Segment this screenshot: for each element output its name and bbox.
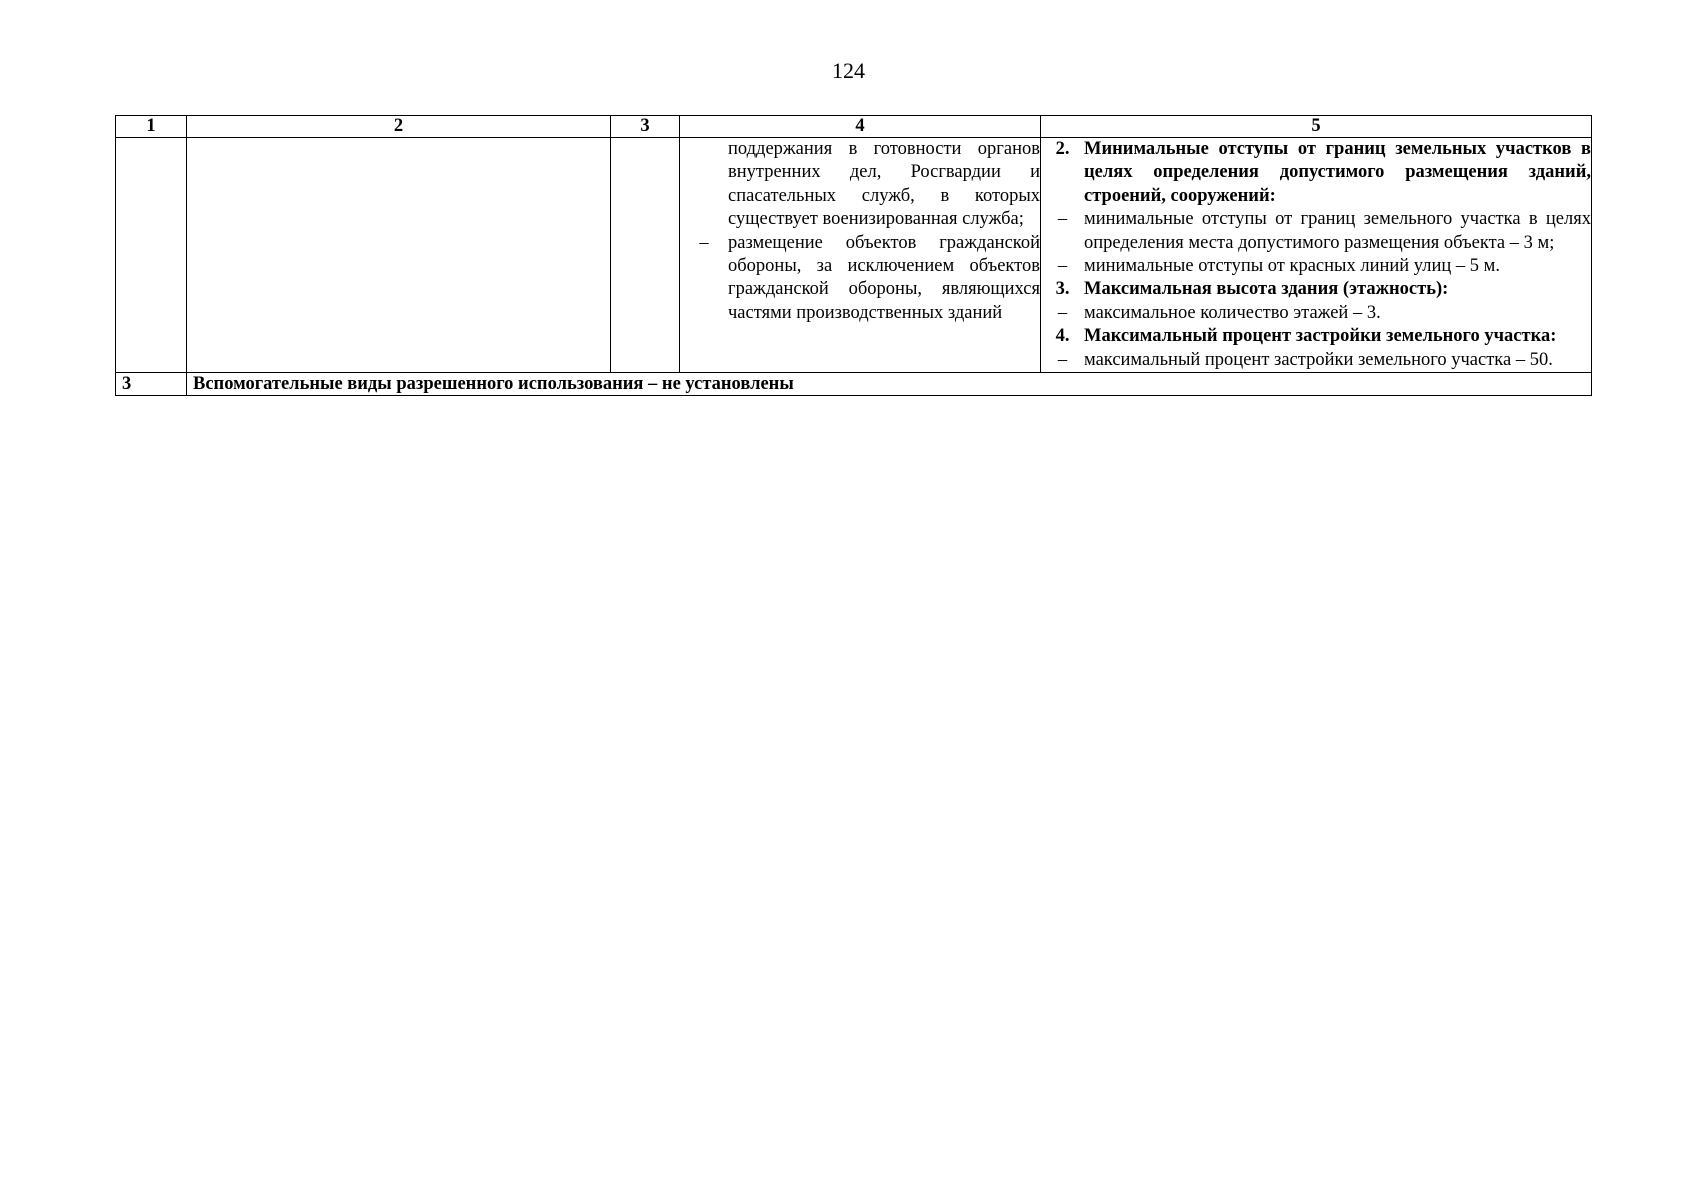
col5-list-text: максимальный процент застройки земельного участка – 50. bbox=[1084, 349, 1553, 370]
col5-list-text: Минимальные отступы от границ земельных участков в целях определения допустимого размещения зданий, строений, сооружений: bbox=[1084, 139, 1591, 206]
col5-list-item bbox=[1041, 138, 1591, 208]
col5-list-item bbox=[1041, 255, 1591, 278]
col5-list-marker: 4. bbox=[1055, 326, 1070, 347]
col5-list-text: Максимальная высота здания (этажность): bbox=[1084, 279, 1449, 300]
cell-col1 bbox=[116, 138, 187, 373]
header-cell-4: 4 bbox=[680, 116, 1041, 138]
col5-list-item bbox=[1041, 208, 1591, 255]
col5-list-marker: 2. bbox=[1055, 139, 1070, 159]
page-number: 124 bbox=[832, 58, 865, 83]
header-cell-2: 2 bbox=[187, 116, 611, 138]
col5-list-text: минимальные отступы от красных линий улиц – 5 м. bbox=[1084, 256, 1500, 277]
table-header-row bbox=[116, 116, 1592, 138]
col5-list-item bbox=[1041, 325, 1591, 348]
col5-list-item bbox=[1041, 349, 1591, 372]
col5-list-marker: – bbox=[1057, 302, 1068, 323]
col5-list-item bbox=[1041, 278, 1591, 301]
col4-list bbox=[680, 138, 1040, 325]
col4-list-marker: – bbox=[699, 232, 709, 253]
cell-col5 bbox=[1041, 138, 1592, 373]
col5-list-marker: – bbox=[1057, 256, 1068, 277]
col5-list bbox=[1041, 138, 1591, 372]
header-cell-3: 3 bbox=[611, 116, 680, 138]
header-cell-5: 5 bbox=[1041, 116, 1592, 138]
footer-text-cell: Вспомогательные виды разрешенного использования – не установлены bbox=[187, 373, 1592, 396]
col4-list-item bbox=[680, 232, 1040, 326]
col5-list-marker: – bbox=[1057, 349, 1068, 370]
col5-list-marker: 3. bbox=[1055, 279, 1070, 300]
col5-list-marker: – bbox=[1057, 209, 1068, 230]
table-row bbox=[116, 138, 1592, 373]
regulations-table bbox=[115, 115, 1592, 396]
table-footer-row bbox=[116, 373, 1592, 396]
col5-list-text: максимальное количество этажей – 3. bbox=[1084, 302, 1381, 323]
cell-col2 bbox=[187, 138, 611, 373]
col5-list-item bbox=[1041, 302, 1591, 325]
header-cell-1: 1 bbox=[116, 116, 187, 138]
col4-list-text: поддержания в готовности органов внутренних дел, Росгвардии и спасательных служб, в которых существует военизированная служба; bbox=[728, 139, 1040, 230]
footer-number-cell: 3 bbox=[116, 373, 187, 396]
cell-col3 bbox=[611, 138, 680, 373]
col5-list-text: Максимальный процент застройки земельного участка: bbox=[1084, 326, 1557, 347]
col4-list-item bbox=[680, 138, 1040, 232]
col5-list-text: минимальные отступы от границ земельного участка в целях определения места допустимого размещения объекта – 3 м; bbox=[1084, 209, 1591, 253]
cell-col4 bbox=[680, 138, 1041, 373]
col4-list-text: размещение объектов гражданской обороны, за исключением объектов гражданской обороны, являющихся частями производственных зданий bbox=[728, 232, 1040, 323]
